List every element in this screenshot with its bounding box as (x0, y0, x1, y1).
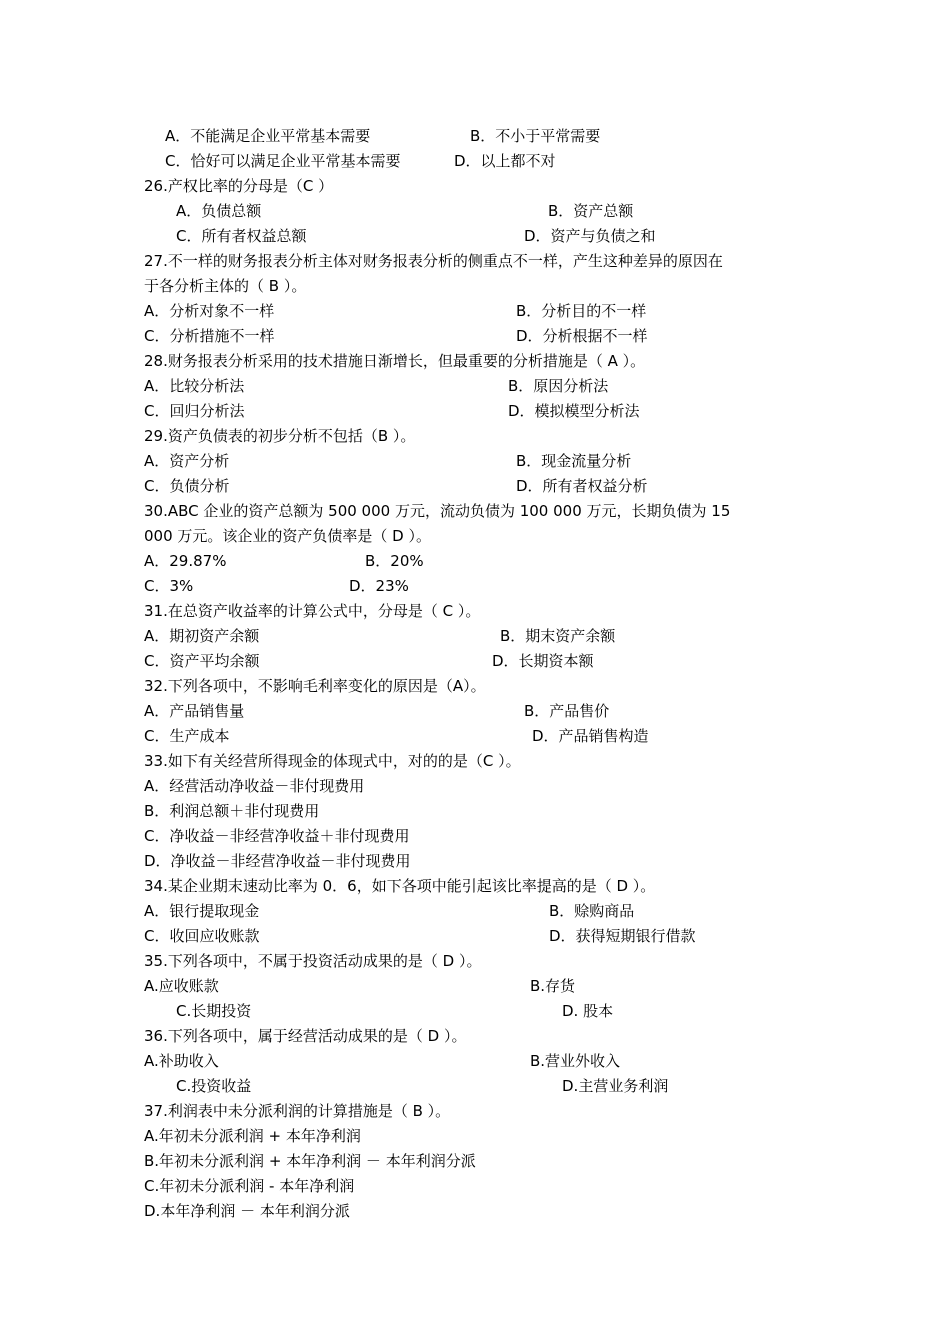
option-text: D．产品销售构造 (532, 727, 649, 745)
option-text: A．银行提取现金 (144, 902, 260, 920)
question-text: 27.不一样的财务报表分析主体对财务报表分析的侧重点不一样，产生这种差异的原因在 (144, 252, 723, 270)
option-text: D．获得短期银行借款 (549, 927, 696, 945)
option-text: D．以上都不对 (454, 152, 556, 170)
option-text: A．分析对象不一样 (144, 302, 275, 320)
option-text: B．现金流量分析 (516, 452, 632, 470)
option-text: B．不小于平常需要 (470, 127, 601, 145)
option-text: D．长期资本额 (492, 652, 594, 670)
question-text: 37.利润表中未分派利润的计算措施是（ B ）。 (144, 1102, 451, 1120)
option-text: A．比较分析法 (144, 377, 245, 395)
option-text: C.长期投资 (176, 1002, 252, 1020)
option-text: C．3% (144, 577, 194, 595)
option-text: D．资产与负债之和 (524, 227, 656, 245)
option-text: D．净收益－非经营净收益－非付现费用 (144, 852, 411, 870)
option-text: D．分析根据不一样 (516, 327, 648, 345)
option-text: A.年初未分派利润 + 本年净利润 (144, 1127, 361, 1145)
option-text: D．23% (349, 577, 409, 595)
question-text: 28.财务报表分析采用的技术措施日渐增长，但最重要的分析措施是（ A ）。 (144, 352, 646, 370)
question-text: 26.产权比率的分母是（C ） (144, 177, 334, 195)
option-text: A．期初资产余额 (144, 627, 260, 645)
question-text: 33.如下有关经营所得现金的体现式中，对的的是（C ）。 (144, 752, 521, 770)
option-text: A．资产分析 (144, 452, 230, 470)
option-text: B．资产总额 (548, 202, 634, 220)
question-text: 30.ABC 企业的资产总额为 500 000 万元，流动负债为 100 000 万元，长期负债为 15 (144, 502, 731, 520)
question-text: 31.在总资产收益率的计算公式中，分母是（ C ）。 (144, 602, 481, 620)
question-text: 000 万元。该企业的资产负债率是（ D ）。 (144, 527, 431, 545)
option-text: C.投资收益 (176, 1077, 252, 1095)
option-text: B.年初未分派利润 + 本年净利润 － 本年利润分派 (144, 1152, 476, 1170)
option-text: B．赊购商品 (549, 902, 635, 920)
option-text: C.年初未分派利润 - 本年净利润 (144, 1177, 355, 1195)
option-text: C．生产成本 (144, 727, 230, 745)
question-text: 于各分析主体的（ B ）。 (144, 277, 307, 295)
option-text: A．29.87% (144, 552, 227, 570)
option-text: A．产品销售量 (144, 702, 245, 720)
option-text: A.补助收入 (144, 1052, 219, 1070)
option-text: C．所有者权益总额 (176, 227, 307, 245)
question-text: 35.下列各项中，不属于投资活动成果的是（ D ）。 (144, 952, 482, 970)
question-text: 29.资产负债表的初步分析不包括（B ）。 (144, 427, 416, 445)
option-text: C．收回应收账款 (144, 927, 260, 945)
question-text: 32.下列各项中，不影响毛利率变化的原因是（A）。 (144, 677, 486, 695)
option-text: A．不能满足企业平常基本需要 (165, 127, 371, 145)
option-text: B.营业外收入 (530, 1052, 621, 1070)
option-text: D.主营业务利润 (562, 1077, 669, 1095)
option-text: B．利润总额＋非付现费用 (144, 802, 320, 820)
option-text: A．经营活动净收益－非付现费用 (144, 777, 365, 795)
option-text: B．期末资产余额 (500, 627, 616, 645)
option-text: C．负债分析 (144, 477, 230, 495)
option-text: C．恰好可以满足企业平常基本需要 (165, 152, 401, 170)
option-text: D. 股本 (562, 1002, 614, 1020)
option-text: D．模拟模型分析法 (508, 402, 640, 420)
option-text: B．20% (365, 552, 424, 570)
option-text: A.应收账款 (144, 977, 219, 995)
option-text: C．分析措施不一样 (144, 327, 275, 345)
question-text: 34.某企业期末速动比率为 0．6，如下各项中能引起该比率提高的是（ D ）。 (144, 877, 656, 895)
option-text: D.本年净利润 － 本年利润分派 (144, 1202, 350, 1220)
option-text: C．资产平均余额 (144, 652, 260, 670)
option-text: C．净收益－非经营净收益＋非付现费用 (144, 827, 410, 845)
option-text: B．原因分析法 (508, 377, 609, 395)
option-text: C．回归分析法 (144, 402, 245, 420)
question-text: 36.下列各项中，属于经营活动成果的是（ D ）。 (144, 1027, 467, 1045)
option-text: A．负债总额 (176, 202, 262, 220)
option-text: B.存货 (530, 977, 576, 995)
option-text: B．分析目的不一样 (516, 302, 647, 320)
option-text: D．所有者权益分析 (516, 477, 648, 495)
option-text: B．产品售价 (524, 702, 610, 720)
